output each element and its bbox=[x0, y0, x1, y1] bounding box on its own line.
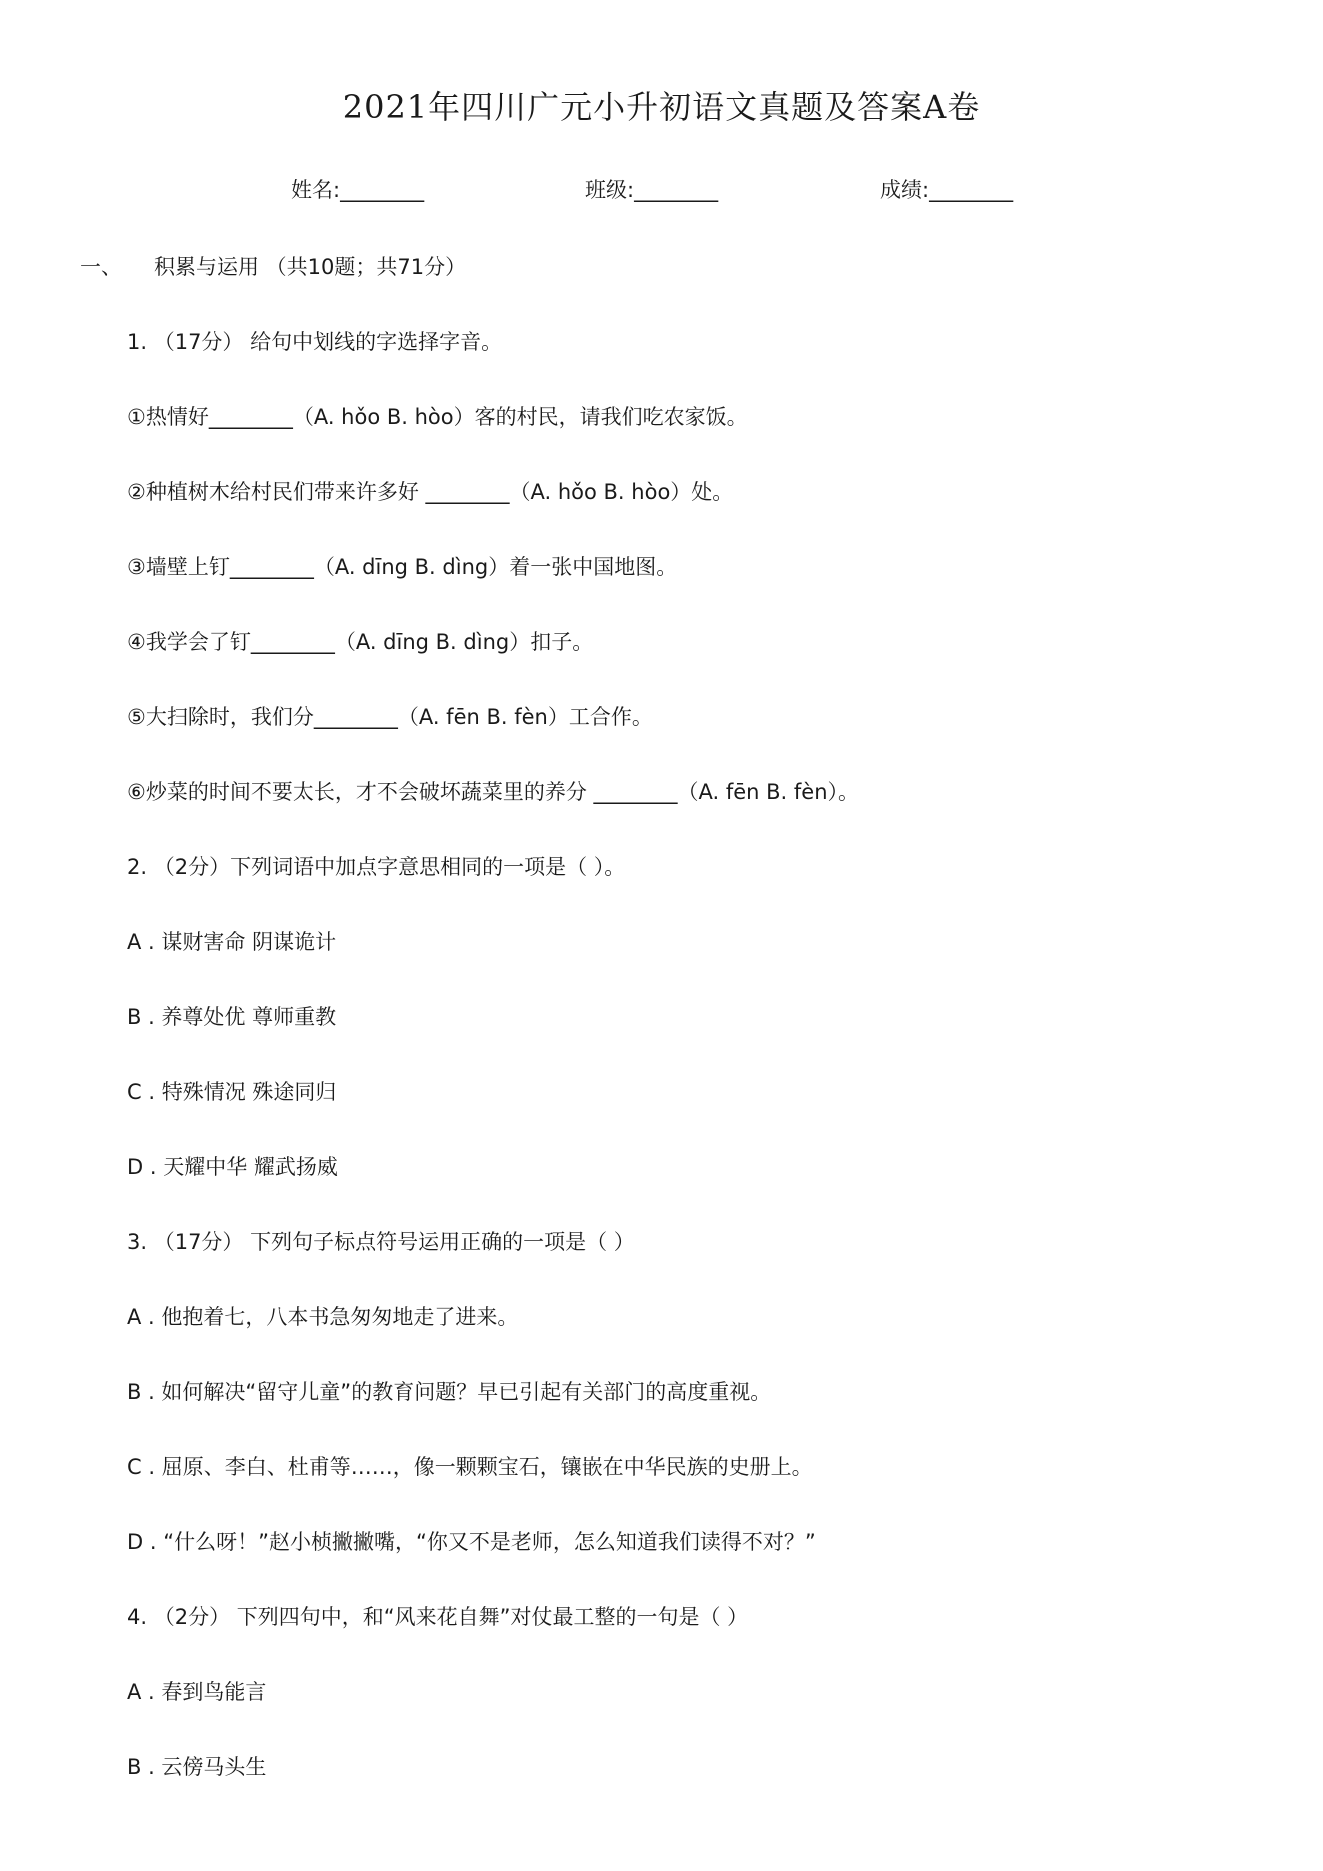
question-1-item-6: ⑥炒菜的时间不要太长，才不会破坏蔬菜里的养分 ________（A. fēn B. fèn）。 bbox=[127, 780, 860, 804]
question-1-item-2: ②种植树木给村民们带来许多好 ________（A. hǒo B. hòo）处。 bbox=[127, 480, 734, 504]
question-1-item-1: ①热情好________（A. hǒo B. hòo）客的村民，请我们吃农家饭。 bbox=[127, 405, 748, 429]
name-field bbox=[291, 174, 424, 204]
section-title: 积累与运用 （共10题；共71分） bbox=[154, 255, 467, 279]
class-field bbox=[585, 174, 718, 204]
question-1-item-3: ③墙壁上钉________（A. dīng B. dìng）着一张中国地图。 bbox=[127, 555, 678, 579]
section-heading bbox=[80, 252, 466, 282]
score-label: 成绩: bbox=[880, 178, 930, 202]
question-3-option-b: B . 如何解决“留守儿童”的教育问题？早已引起有关部门的高度重视。 bbox=[127, 1380, 772, 1404]
class-blank: ________ bbox=[634, 178, 719, 202]
question-3-option-d: D . “什么呀！”赵小桢撇撇嘴，“你又不是老师，怎么知道我们读得不对？” bbox=[127, 1530, 816, 1554]
question-3-stem: 3. （17分） 下列句子标点符号运用正确的一项是（ ） bbox=[127, 1230, 635, 1254]
question-4-option-b: B . 云傍马头生 bbox=[127, 1755, 267, 1779]
question-2-stem: 2. （2分）下列词语中加点字意思相同的一项是（ ）。 bbox=[127, 855, 626, 879]
score-field bbox=[880, 174, 1013, 204]
class-label: 班级: bbox=[585, 178, 635, 202]
question-4-stem: 4. （2分） 下列四句中，和“风来花自舞”对仗最工整的一句是（ ） bbox=[127, 1605, 749, 1629]
student-info-row bbox=[0, 174, 1323, 204]
page-title: 2021年四川广元小升初语文真题及答案A卷 bbox=[342, 88, 981, 126]
question-1-item-5: ⑤大扫除时，我们分________（A. fēn B. fèn）工合作。 bbox=[127, 705, 653, 729]
question-3-option-a: A . 他抱着七，八本书急匆匆地走了进来。 bbox=[127, 1305, 519, 1329]
question-3-option-c: C . 屈原、李白、杜甫等……，像一颗颗宝石，镶嵌在中华民族的史册上。 bbox=[127, 1455, 813, 1479]
question-4-option-a: A . 春到鸟能言 bbox=[127, 1680, 267, 1704]
question-2-option-b: B . 养尊处优 尊师重教 bbox=[127, 1005, 337, 1029]
name-blank: ________ bbox=[340, 178, 425, 202]
question-2-option-a: A . 谋财害命 阴谋诡计 bbox=[127, 930, 337, 954]
section-number: 一、 bbox=[80, 255, 122, 279]
question-2-option-c: C . 特殊情况 殊途同归 bbox=[127, 1080, 337, 1104]
question-1-stem: 1. （17分） 给句中划线的字选择字音。 bbox=[127, 330, 503, 354]
score-blank: ________ bbox=[929, 178, 1014, 202]
question-1-item-4: ④我学会了钉________（A. dīng B. dìng）扣子。 bbox=[127, 630, 594, 654]
question-2-option-d: D . 天耀中华 耀武扬威 bbox=[127, 1155, 338, 1179]
name-label: 姓名: bbox=[291, 178, 341, 202]
